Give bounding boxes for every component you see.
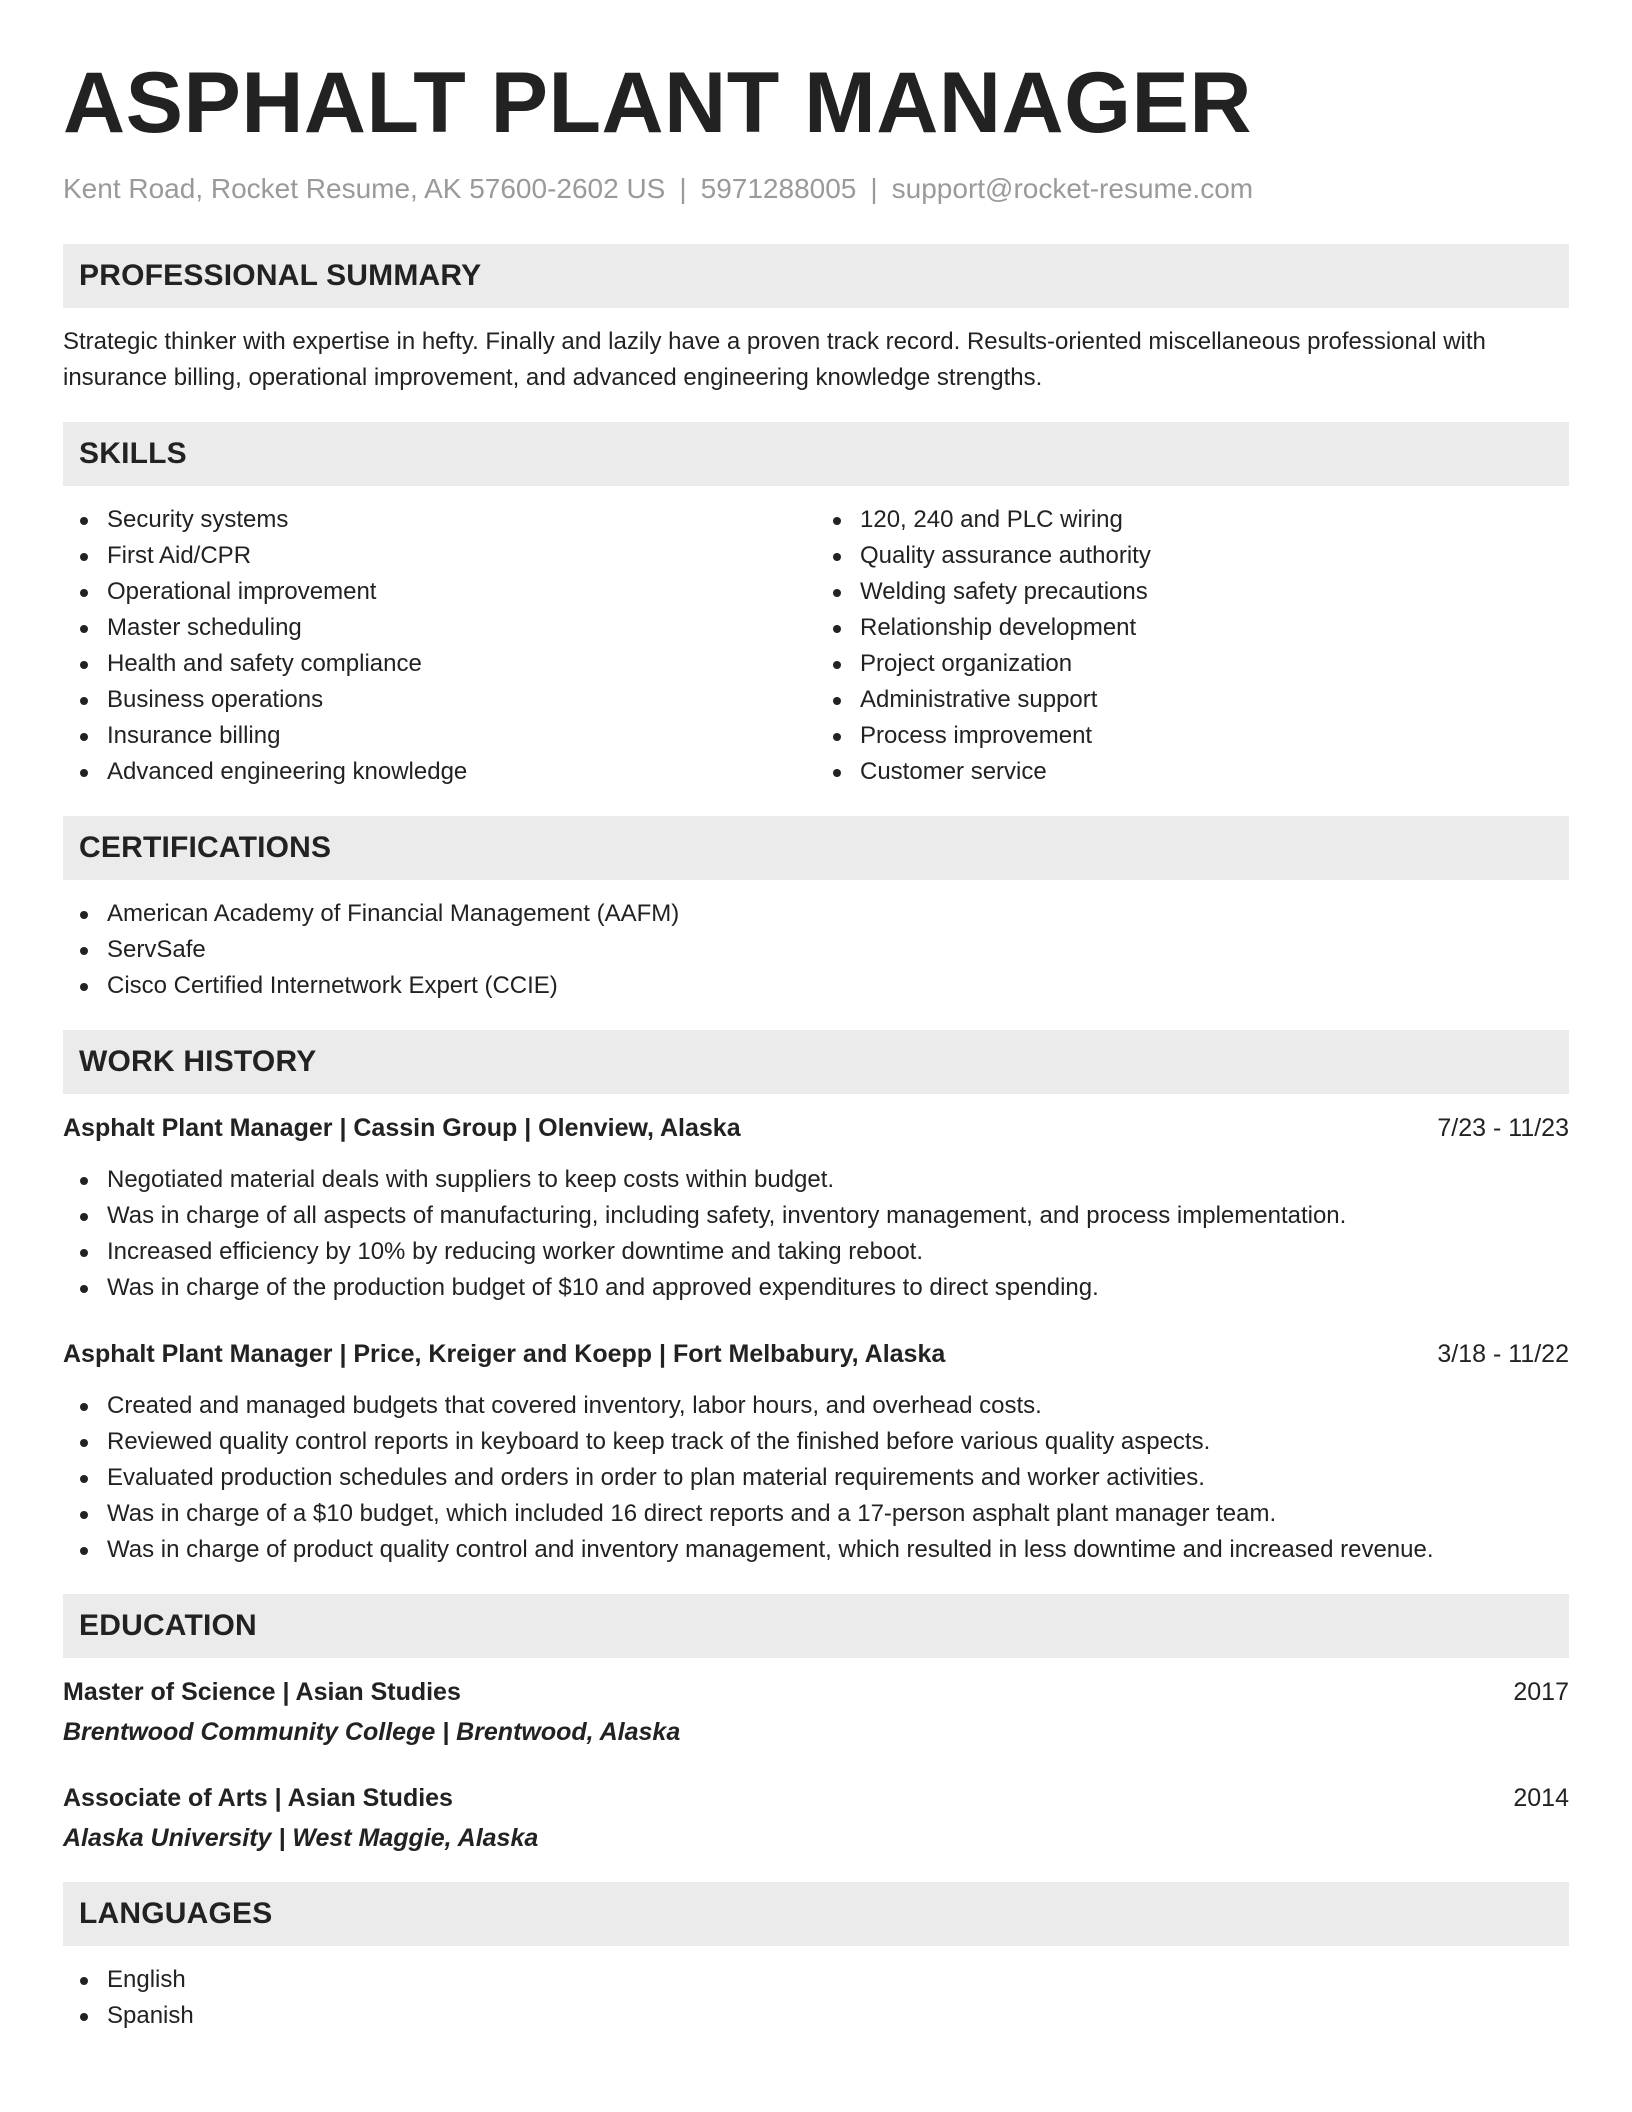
contact-line — [63, 172, 1569, 206]
job-bullet: Increased efficiency by 10% by reducing worker downtime and taking reboot. — [63, 1234, 1569, 1270]
skill-item: Security systems — [63, 502, 816, 538]
job-entry — [63, 1336, 1569, 1568]
job-title: Asphalt Plant Manager | Cassin Group | Olenview, Alaska — [63, 1113, 741, 1142]
job-bullet: Evaluated production schedules and orders in order to plan material requirements and worker activities. — [63, 1460, 1569, 1496]
section-header-skills: SKILLS — [63, 422, 1569, 486]
skills-column-left — [63, 502, 816, 790]
education-header — [63, 1674, 1569, 1710]
skill-item: Welding safety precautions — [816, 574, 1569, 610]
skill-item: Master scheduling — [63, 610, 816, 646]
skill-item: Advanced engineering knowledge — [63, 754, 816, 790]
skill-item: First Aid/CPR — [63, 538, 816, 574]
language-item: Spanish — [63, 1998, 1569, 2034]
skill-item: Health and safety compliance — [63, 646, 816, 682]
job-entry — [63, 1110, 1569, 1306]
job-bullet: Created and managed budgets that covered inventory, labor hours, and overhead costs. — [63, 1388, 1569, 1424]
job-bullets — [63, 1388, 1569, 1568]
summary-text: Strategic thinker with expertise in hefty. Finally and lazily have a proven track record. Results-oriented miscellaneous professional with insurance billing, operational improvement, and advanced engineering knowledge strengths. — [63, 327, 1486, 391]
skill-item: Quality assurance authority — [816, 538, 1569, 574]
section-header-work-history: WORK HISTORY — [63, 1030, 1569, 1094]
section-header-languages: LANGUAGES — [63, 1882, 1569, 1946]
skill-item: Customer service — [816, 754, 1569, 790]
education-degree: Associate of Arts | Asian Studies — [63, 1783, 453, 1812]
job-bullet: Was in charge of all aspects of manufacturing, including safety, inventory management, and process implementation. — [63, 1198, 1569, 1234]
job-bullet: Was in charge of the production budget of $10 and approved expenditures to direct spending. — [63, 1270, 1569, 1306]
job-bullet: Reviewed quality control reports in keyboard to keep track of the finished before various quality aspects. — [63, 1424, 1569, 1460]
education-degree: Master of Science | Asian Studies — [63, 1677, 461, 1706]
section-header-certifications: CERTIFICATIONS — [63, 816, 1569, 880]
skill-item: Administrative support — [816, 682, 1569, 718]
education-entry — [63, 1780, 1569, 1856]
language-item: English — [63, 1962, 1569, 1998]
job-dates: 3/18 - 11/22 — [1437, 1339, 1569, 1368]
job-bullet: Negotiated material deals with suppliers to keep costs within budget. — [63, 1162, 1569, 1198]
certifications-list — [63, 896, 1569, 1004]
job-bullet: Was in charge of a $10 budget, which included 16 direct reports and a 17-person asphalt plant manager team. — [63, 1496, 1569, 1532]
skill-item: 120, 240 and PLC wiring — [816, 502, 1569, 538]
job-header — [63, 1110, 1569, 1146]
education-school: Brentwood Community College | Brentwood, Alaska — [63, 1717, 681, 1746]
skills-list — [63, 502, 1569, 790]
certification-item: American Academy of Financial Management (AAFM) — [63, 896, 1569, 932]
contact-email[interactable]: support@rocket-resume.com — [891, 173, 1254, 204]
skills-column-right — [816, 502, 1569, 790]
contact-separator: | — [870, 173, 878, 204]
certification-item: Cisco Certified Internetwork Expert (CCIE) — [63, 968, 1569, 1004]
languages-list — [63, 1962, 1569, 2034]
education-year: 2017 — [1513, 1677, 1569, 1706]
contact-separator: | — [679, 173, 687, 204]
skill-item: Operational improvement — [63, 574, 816, 610]
section-header-education: EDUCATION — [63, 1594, 1569, 1658]
education-year: 2014 — [1513, 1783, 1569, 1812]
section-header-summary: PROFESSIONAL SUMMARY — [63, 244, 1569, 308]
certification-item: ServSafe — [63, 932, 1569, 968]
skill-item: Process improvement — [816, 718, 1569, 754]
skill-item: Relationship development — [816, 610, 1569, 646]
education-entry — [63, 1674, 1569, 1750]
job-title: Asphalt Plant Manager | Price, Kreiger and Koepp | Fort Melbabury, Alaska — [63, 1339, 946, 1368]
job-bullets — [63, 1162, 1569, 1306]
contact-address: Kent Road, Rocket Resume, AK 57600-2602 US — [63, 173, 666, 204]
skill-item: Business operations — [63, 682, 816, 718]
skill-item: Insurance billing — [63, 718, 816, 754]
job-dates: 7/23 - 11/23 — [1437, 1113, 1569, 1142]
resume-name: ASPHALT PLANT MANAGER — [63, 55, 1252, 151]
contact-phone: 5971288005 — [700, 173, 857, 204]
skill-item: Project organization — [816, 646, 1569, 682]
education-header — [63, 1780, 1569, 1816]
job-bullet: Was in charge of product quality control and inventory management, which resulted in less downtime and increased revenue. — [63, 1532, 1569, 1568]
education-school: Alaska University | West Maggie, Alaska — [63, 1823, 539, 1852]
job-header — [63, 1336, 1569, 1372]
